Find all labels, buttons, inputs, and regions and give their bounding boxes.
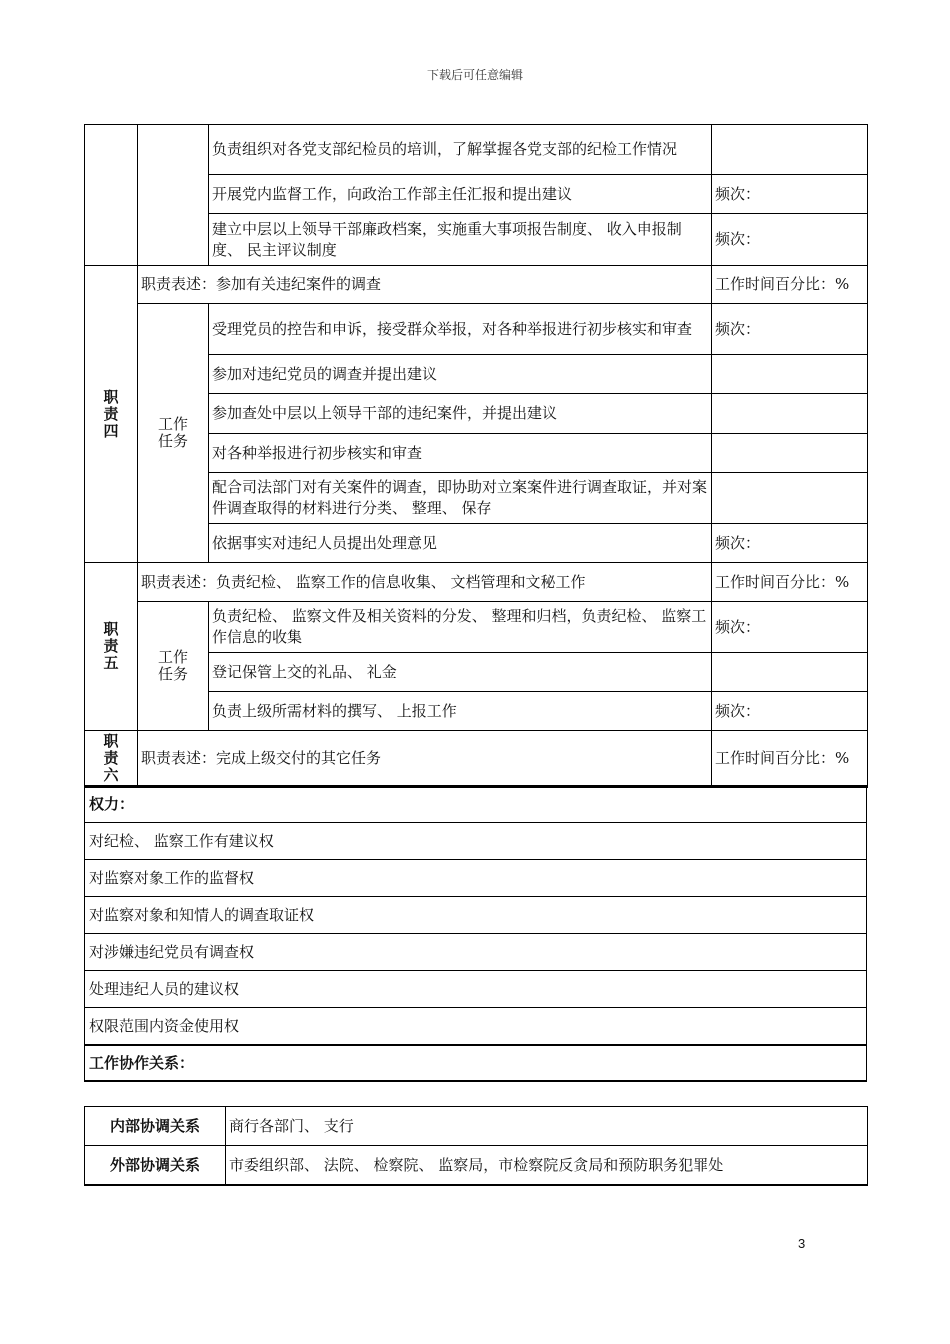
powers-table bbox=[84, 785, 867, 1082]
power-item: 对监察对象和知情人的调查取证权 bbox=[85, 897, 867, 934]
task-frequency: 频次： bbox=[712, 524, 868, 563]
duty3-task-label-cell bbox=[138, 125, 209, 266]
power-item: 权限范围内资金使用权 bbox=[85, 1008, 867, 1046]
duty3-label-cell bbox=[85, 125, 138, 266]
task-text: 负责上级所需材料的撰写、 上报工作 bbox=[209, 692, 712, 731]
task-text: 建立中层以上领导干部廉政档案，实施重大事项报告制度、 收入申报制度、 民主评议制度 bbox=[209, 214, 712, 266]
page-number: 3 bbox=[798, 1236, 806, 1251]
task-frequency: 频次： bbox=[712, 214, 868, 266]
duty5-desc-row bbox=[85, 563, 868, 602]
duty5-task-row bbox=[85, 602, 868, 653]
task-frequency bbox=[712, 473, 868, 524]
task-frequency bbox=[712, 653, 868, 692]
duty4-task-row bbox=[85, 304, 868, 355]
powers-title: 权力： bbox=[85, 786, 867, 823]
duty5-label: 职 责 五 bbox=[85, 563, 138, 731]
task-frequency bbox=[712, 394, 868, 434]
duty6-description: 职责表述：完成上级交付的其它任务 bbox=[138, 731, 712, 788]
task-frequency: 频次： bbox=[712, 692, 868, 731]
duty6-time-percent: 工作时间百分比：% bbox=[712, 731, 868, 788]
duty5-task-label: 工作 任务 bbox=[138, 602, 209, 731]
task-text: 开展党内监督工作，向政治工作部主任汇报和提出建议 bbox=[209, 175, 712, 214]
power-item: 对监察对象工作的监督权 bbox=[85, 860, 867, 897]
duty4-task-label: 工作 任务 bbox=[138, 304, 209, 563]
power-item: 对涉嫌违纪党员有调查权 bbox=[85, 934, 867, 971]
task-text: 负责纪检、 监察文件及相关资料的分发、 整理和归档，负责纪检、 监察工作信息的收集 bbox=[209, 602, 712, 653]
task-frequency: 频次： bbox=[712, 304, 868, 355]
internal-relations-label: 内部协调关系 bbox=[85, 1107, 226, 1146]
duty3-task-row bbox=[85, 125, 868, 175]
task-text: 配合司法部门对有关案件的调查，即协助对立案案件进行调查取证，并对案件调查取得的材料进行分类、 整理、 保存 bbox=[209, 473, 712, 524]
task-text: 参加查处中层以上领导干部的违纪案件，并提出建议 bbox=[209, 394, 712, 434]
external-relations-label: 外部协调关系 bbox=[85, 1146, 226, 1186]
task-frequency bbox=[712, 355, 868, 394]
task-frequency bbox=[712, 434, 868, 473]
external-relations-value: 市委组织部、 法院、 检察院、 监察局，市检察院反贪局和预防职务犯罪处 bbox=[226, 1146, 868, 1186]
duty4-time-percent: 工作时间百分比：% bbox=[712, 266, 868, 304]
internal-relations-value: 商行各部门、 支行 bbox=[226, 1107, 868, 1146]
relations-title: 工作协作关系： bbox=[85, 1045, 867, 1081]
task-text: 受理党员的控告和申诉，接受群众举报，对各种举报进行初步核实和审查 bbox=[209, 304, 712, 355]
duty6-label: 职 责 六 bbox=[85, 731, 138, 788]
power-item: 对纪检、 监察工作有建议权 bbox=[85, 823, 867, 860]
duty4-description: 职责表述：参加有关违纪案件的调查 bbox=[138, 266, 712, 304]
task-text: 负责组织对各党支部纪检员的培训，了解掌握各党支部的纪检工作情况 bbox=[209, 125, 712, 175]
duty6-desc-row bbox=[85, 731, 868, 788]
task-frequency: 频次： bbox=[712, 175, 868, 214]
duty5-time-percent: 工作时间百分比：% bbox=[712, 563, 868, 602]
task-frequency bbox=[712, 125, 868, 175]
page-header: 下载后可任意编辑 bbox=[426, 68, 523, 82]
task-text: 登记保管上交的礼品、 礼金 bbox=[209, 653, 712, 692]
task-frequency: 频次： bbox=[712, 602, 868, 653]
duty5-description: 职责表述：负责纪检、 监察工作的信息收集、 文档管理和文秘工作 bbox=[138, 563, 712, 602]
task-text: 依据事实对违纪人员提出处理意见 bbox=[209, 524, 712, 563]
relations-table bbox=[84, 1106, 868, 1186]
power-item: 处理违纪人员的建议权 bbox=[85, 971, 867, 1008]
duty4-label: 职 责 四 bbox=[85, 266, 138, 563]
duties-table bbox=[84, 124, 868, 788]
task-text: 对各种举报进行初步核实和审查 bbox=[209, 434, 712, 473]
duty4-desc-row bbox=[85, 266, 868, 304]
task-text: 参加对违纪党员的调查并提出建议 bbox=[209, 355, 712, 394]
